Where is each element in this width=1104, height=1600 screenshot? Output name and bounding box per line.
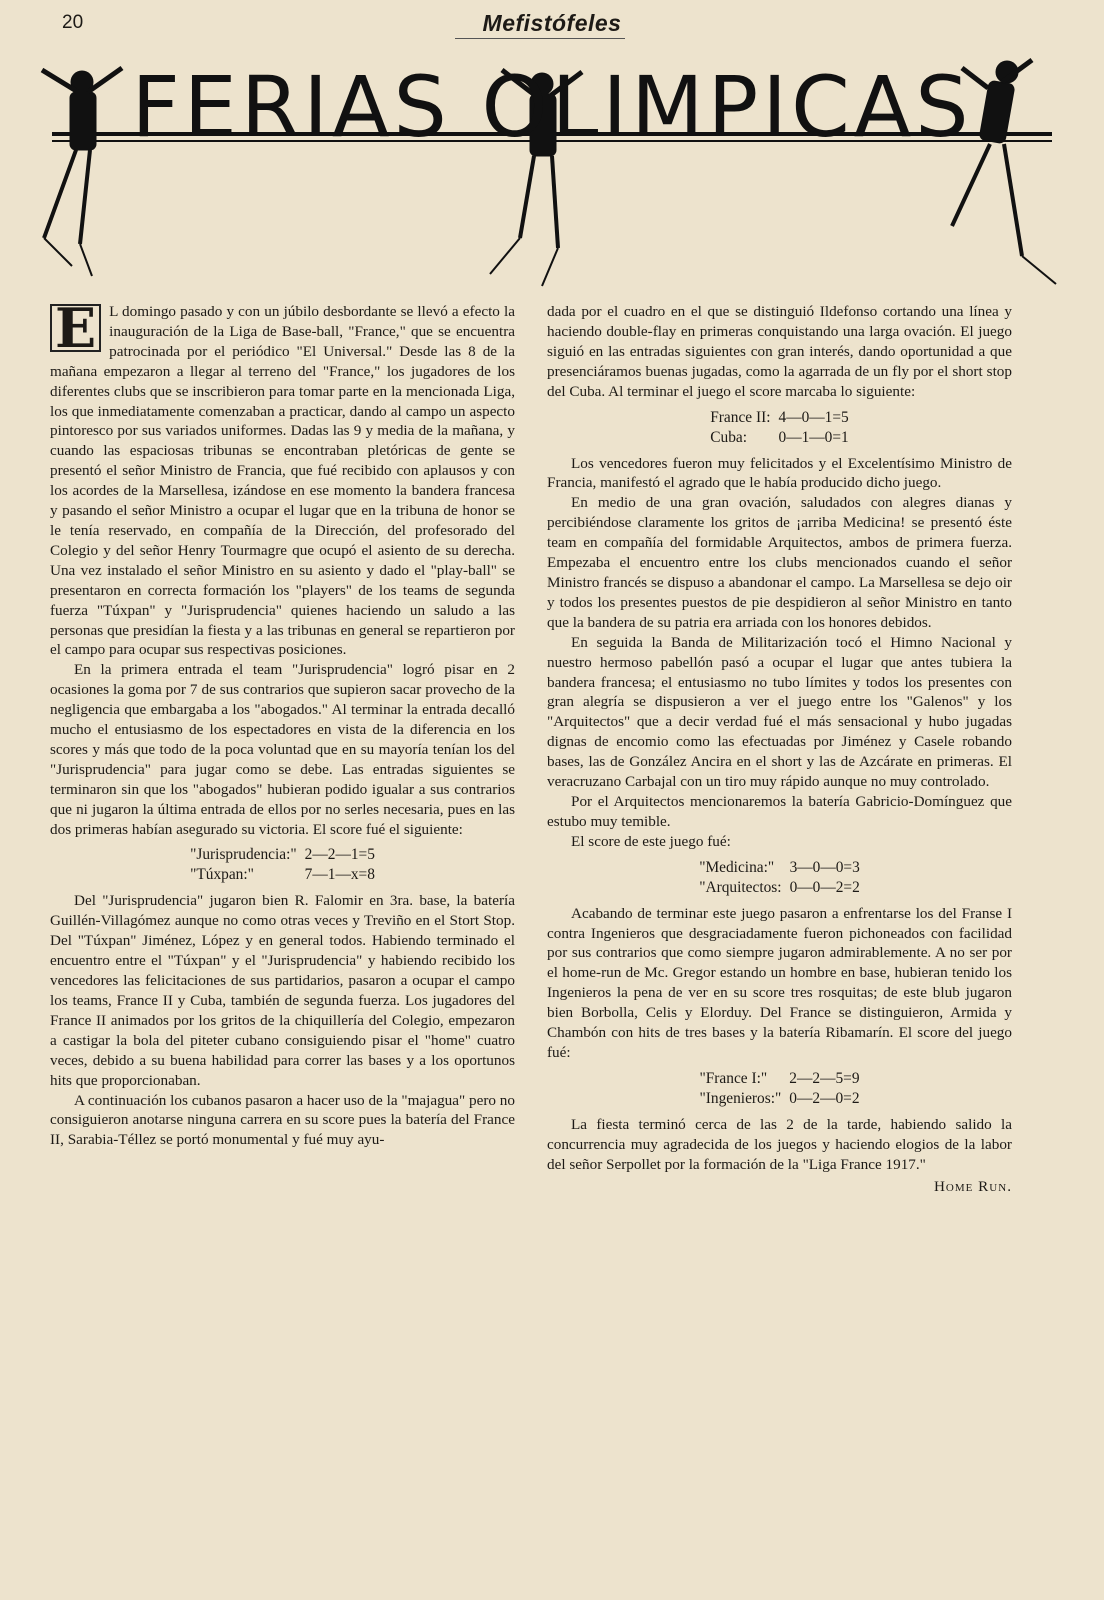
score-table-medicina-arquitectos	[695, 858, 864, 898]
score-line: 3—0—0=3	[789, 858, 860, 876]
score-team: "France I:"	[699, 1069, 768, 1087]
score-table-france1-ingenieros	[695, 1069, 863, 1109]
score-row	[706, 408, 853, 428]
paragraph: La fiesta terminó cerca de las 2 de la tarde, habiendo salido la concurrencia muy agradecida de los juegos y haciendo elogios de la labor del señor Serpollet por la formación de la "Liga France 1917."	[547, 1115, 1012, 1173]
score-line: 2—2—1=5	[304, 846, 375, 864]
score-team: "Túxpan:"	[190, 866, 254, 884]
score-team: Cuba:	[710, 428, 748, 446]
page-number: 20	[62, 12, 84, 33]
paragraph: En medio de una gran ovación, saludados con alegres dianas y percibiéndose claramente los gritos de ¡arriba Medicina! se presentó éste team en compañía del formidable Arquitectos, ambos de primera fuerza. Empezaba el encuentro entre los clubs mencionados cuando el señor Ministro francés se dispuso a abandonar el campo. La Marsellesa se dejo oir y todos los presentes puestos de pie despidieron al señor Ministro en tanto que la bandera de su patria era arriada con los honores debidos.	[547, 494, 1012, 631]
score-row	[695, 1089, 863, 1109]
score-table-france2-cuba	[706, 408, 853, 448]
paragraph: Por el Arquitectos mencionaremos la batería Gabricio-Domínguez que estubo muy temible.	[547, 792, 1012, 830]
magazine-title-rule	[455, 38, 625, 39]
score-row	[186, 865, 379, 885]
score-row	[186, 845, 379, 865]
score-team: France II:	[710, 408, 771, 426]
paragraph: L domingo pasado y con un júbilo desbordante se llevó a efecto la inauguración de la Liga de Base-ball, "France," que se encuentra patrocinada por el periódico "El Universal." Desde las 8 de la mañana empezaron a llegar al terreno del "France," los jugadores de los diferentes clubs que se inscribieron para tomar parte en la mencionada Liga, los que inmediatamente comenzaban a practicar, dando al campo un aspecto pintoresco por sus variados uniformes. Dadas las 9 y media de la mañana, y cuando las espaciosas tribunas se encontraban pletóricas de gente se presentó el señor Ministro de Francia, que fué recibido con aplausos y con los acordes de la Marsellesa, izándose en ese momento la bandera francesa y pasando el señor Ministro a ocupar el lugar que en la tribuna de honor se le tenía reservado, en compañía de la Dirección, del profesorado del Colegio y del señor Henry Tourmagre que ocupó el asiento de su derecha. Una vez instalado el señor Ministro en su asiento y dado el "play-ball" se presentaron en correcta formación los "players" de los teams de segunda fuerza "Túxpan" y "Jurisprudencia" quienes haciendo un saludo a las personas que presidían la fiesta y a las tribunas en general se repartieron por el campo para ocupar sus respectivas posiciones.	[50, 303, 515, 659]
score-table-jurisprudencia-tuxpan	[186, 845, 379, 885]
paragraph: Los vencedores fueron muy felicitados y el Excelentísimo Ministro de Francia, manifestó el agrado que le había producido dicho juego.	[547, 454, 1012, 492]
score-line: 0—2—0=2	[789, 1089, 860, 1107]
paragraph: En seguida la Banda de Militarización tocó el Himno Nacional y nuestro hermoso pabellón pasó a ocupar el lugar que antes tubiera la bandera francesa; el entusiasmo no tubo límites y todos los presentes con gran alegría se dispusieron a ver el juego entre los "Galenos" y los "Arquitectos" que a decir verdad fué el más sensacional y hubo jugadas dignas de encomio como las efectuadas por Jiménez y Casele robando bases, las de González Ancira en el short y las de Azcárate en primeras. El veracruzano Carbajal con un tiro muy rápido aunque no muy controlado.	[547, 633, 1012, 791]
score-team: "Jurisprudencia:"	[190, 846, 297, 864]
score-row	[695, 878, 864, 898]
paragraph: Del "Jurisprudencia" jugaron bien R. Falomir en 3ra. base, la batería Guillén-Villagómez aunque no como otras veces y Treviño en el Stort Stop. Del "Túxpan" Jiménez, López y en general todos. Habiendo terminado el encuentro entre el "Túxpan" y el "Jurisprudencia" y habiendo recibido los vencedores las felicitaciones de sus partidarios, pasaron a ocupar el campo los teams, France II y Cuba, también de segunda fuerza. Los jugadores del France II animados por los gritos de la chiquillería del Colegio, empezaron a castigar la bola del piteter cubano consiguiendo pisar el "home" cuatro veces, debido a su buena habilidad para correr las bases y a los oportunos hits que proporcionaban.	[50, 892, 515, 1089]
magazine-title: Mefistófeles	[482, 10, 622, 36]
score-line: 0—0—2=2	[789, 878, 860, 896]
score-row	[706, 428, 853, 448]
author-signature: Home Run.	[933, 1177, 1012, 1195]
score-row	[695, 858, 864, 878]
score-line: 4—0—1=5	[778, 408, 849, 426]
score-line: 0—1—0=1	[778, 428, 849, 446]
score-team: "Arquitectos:	[699, 878, 782, 896]
paragraph: Acabando de terminar este juego pasaron a enfrentarse los del Franse I contra Ingenieros que desgraciadamente fueron pichoneados con facilidad por sus contrarios que como siempre jugaron admirablemente. A no ser por el home-run de Mc. Gregor estando un hombre en base, hubieran tenido los Ingenieros la pena de ver en su score tres rosquitas; de este blub jugaron bien Borbolla, Celis y Elorduy. Del France se distinguieron, Armida y Chambón con hits de tres bases y la batería Ribamarín. El score del juego fué:	[547, 904, 1012, 1061]
paragraph: dada por el cuadro en el que se distinguió Ildefonso cortando una línea y haciendo double-flay en primeras conquistando una larga ovación. El juego siguió en las entradas siguientes con gran interés, dando oportunidad a que presenciáramos buenas jugadas, como la agarrada de un fly por el short stop del Cuba. Al terminar el juego el score marcaba lo siguiente:	[547, 303, 1012, 400]
drop-cap: E	[50, 304, 101, 352]
paragraph: En la primera entrada el team "Jurisprudencia" logró pisar en 2 ocasiones la goma por 7 de sus contrarios que supieron sacar provecho de la negligencia que embargaba a los "abogados." Al terminar la entrada decalló mucho el entusiasmo de los espectadores en vista de la diferencia en los scores y más que todo de la poca voluntad que en su mayoría tenían los del "Jurisprudencia" para jugar como se debe. Las entradas siguientes se terminaron sin que los "abogados" hubieran podido igualar a sus contrarios que ni jugaron la última entrada de ellos por no serles necesaria, pues en las dos primeras habían asegurado su victoria. El score fué el siguiente:	[50, 661, 515, 838]
score-line: 7—1—x=8	[304, 866, 375, 884]
article-column-left	[50, 296, 515, 1582]
score-row	[695, 1069, 863, 1089]
score-team: "Medicina:"	[699, 858, 775, 876]
score-team: "Ingenieros:"	[699, 1089, 782, 1107]
score-line: 2—2—5=9	[789, 1069, 860, 1087]
banner-title: FERIAS OLIMPICAS	[131, 58, 973, 156]
paragraph: A continuación los cubanos pasaron a hacer uso de la "majagua" pero no consiguieron anotarse ninguna carrera en su score pues la batería del France II, Sarabia-Téllez se portó monumental y fué muy ayu-	[50, 1091, 515, 1149]
article-column-right	[547, 302, 1012, 1582]
paragraph: El score de este juego fué:	[571, 832, 731, 850]
